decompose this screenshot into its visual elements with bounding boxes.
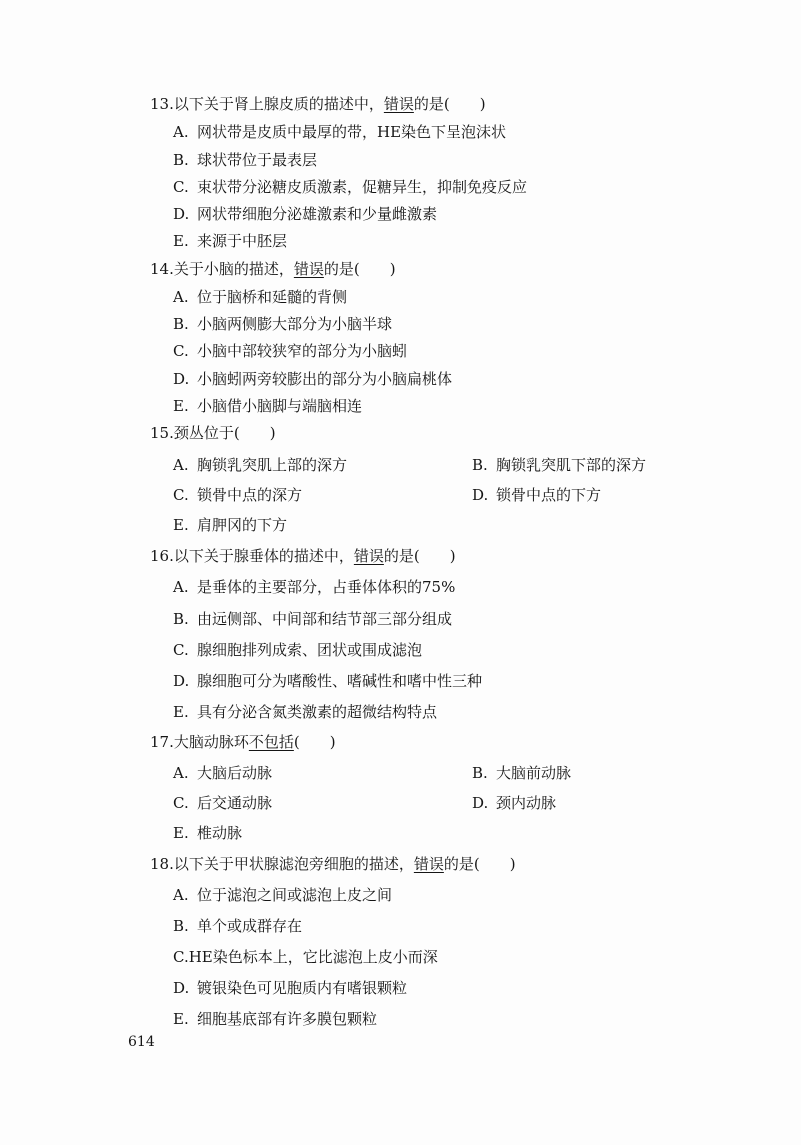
option-13-d	[173, 205, 437, 223]
option-14-b	[173, 315, 392, 333]
option-text: 束状带分泌糖皮质激素，促糖异生，抑制免疫反应	[197, 178, 528, 196]
option-18-d	[173, 979, 407, 997]
option-18-c	[173, 948, 438, 966]
option-13-a	[173, 123, 506, 141]
option-text: 单个或成群存在	[197, 917, 303, 935]
option-letter: E.	[173, 397, 189, 415]
option-letter: C.	[173, 486, 189, 504]
option-text: 由远侧部、中间部和结节部三部分组成	[197, 610, 453, 628]
option-13-b	[173, 151, 317, 169]
option-15-a	[173, 456, 347, 474]
question-16	[150, 547, 456, 565]
option-16-e	[173, 703, 437, 721]
question-14-blank: 的是( )	[323, 260, 396, 278]
option-14-a	[173, 288, 347, 306]
option-17-a	[173, 764, 272, 782]
option-letter: E.	[173, 703, 189, 721]
option-text: 腺细胞可分为嗜酸性、嗜碱性和嗜中性三种	[197, 672, 483, 690]
question-13	[150, 95, 486, 113]
option-letter: C.	[173, 178, 189, 196]
option-16-d	[173, 672, 482, 690]
option-letter: B.	[173, 917, 189, 935]
option-letter: D.	[173, 979, 190, 997]
option-text: 位于脑桥和延髓的背侧	[197, 288, 348, 306]
question-16-stem: 16.以下关于腺垂体的描述中，	[150, 547, 354, 565]
question-15	[150, 424, 276, 442]
option-16-a	[173, 578, 455, 596]
option-letter: E.	[173, 824, 189, 842]
option-text: 肩胛冈的下方	[197, 516, 288, 534]
option-15-d	[472, 486, 601, 504]
option-letter: C.	[173, 641, 189, 659]
option-letter: C.	[173, 794, 189, 812]
option-letter: E.	[173, 516, 189, 534]
option-14-e	[173, 397, 362, 415]
option-13-e	[173, 232, 287, 250]
option-letter: A.	[173, 456, 189, 474]
option-14-c	[173, 342, 407, 360]
option-letter: A.	[173, 288, 189, 306]
option-16-c	[173, 641, 422, 659]
option-letter: B.	[173, 315, 189, 333]
question-17-keyword: 不包括	[248, 733, 294, 751]
question-18	[150, 855, 516, 873]
option-text: 细胞基底部有许多膜包颗粒	[197, 1010, 378, 1028]
option-letter: E.	[173, 232, 189, 250]
question-17-blank: ( )	[293, 733, 336, 751]
question-13-keyword: 错误	[383, 95, 414, 113]
option-text: 来源于中胚层	[197, 232, 288, 250]
option-text: 椎动脉	[197, 824, 243, 842]
question-18-stem: 18.以下关于甲状腺滤泡旁细胞的描述，	[150, 855, 414, 873]
option-text: HE染色标本上，它比滤泡上皮小而深	[188, 948, 438, 966]
option-text: 小脑两侧膨大部分为小脑半球	[197, 315, 393, 333]
option-text: 小脑中部较狭窄的部分为小脑蚓	[197, 342, 408, 360]
option-letter: D.	[472, 794, 489, 812]
option-17-c	[173, 794, 272, 812]
question-17-stem: 17.大脑动脉环	[150, 733, 249, 751]
option-letter: A.	[173, 764, 189, 782]
option-15-c	[173, 486, 302, 504]
option-letter: A.	[173, 886, 189, 904]
option-18-a	[173, 886, 392, 904]
question-13-blank: 的是( )	[413, 95, 486, 113]
question-14-keyword: 错误	[293, 260, 324, 278]
question-15-stem: 15.颈丛位于( )	[150, 424, 276, 442]
option-text: 胸锁乳突肌下部的深方	[496, 456, 647, 474]
option-18-e	[173, 1010, 377, 1028]
option-text: 球状带位于最表层	[197, 151, 318, 169]
option-letter: B.	[472, 764, 488, 782]
option-17-d	[472, 794, 556, 812]
option-18-b	[173, 917, 302, 935]
option-14-d	[173, 370, 452, 388]
option-17-b	[472, 764, 571, 782]
page-number: 614	[128, 1034, 155, 1050]
option-text: 是垂体的主要部分，占垂体体积的75%	[197, 578, 456, 596]
option-text: 胸锁乳突肌上部的深方	[197, 456, 348, 474]
option-text: 后交通动脉	[197, 794, 273, 812]
option-text: 大脑后动脉	[197, 764, 273, 782]
question-16-blank: 的是( )	[383, 547, 456, 565]
option-letter: C.	[173, 342, 189, 360]
question-16-keyword: 错误	[353, 547, 384, 565]
option-text: 网状带细胞分泌雄激素和少量雌激素	[197, 205, 438, 223]
option-13-c	[173, 178, 527, 196]
option-15-b	[472, 456, 646, 474]
option-17-e	[173, 824, 242, 842]
option-letter: D.	[173, 370, 190, 388]
question-14-stem: 14.关于小脑的描述，	[150, 260, 294, 278]
option-text: 小脑蚓两旁较膨出的部分为小脑扁桃体	[197, 370, 453, 388]
question-17	[150, 733, 336, 751]
question-13-stem: 13.以下关于肾上腺皮质的描述中，	[150, 95, 384, 113]
option-text: 位于滤泡之间或滤泡上皮之间	[197, 886, 393, 904]
option-text: 镀银染色可见胞质内有嗜银颗粒	[197, 979, 408, 997]
option-15-e	[173, 516, 287, 534]
option-text: 锁骨中点的深方	[197, 486, 303, 504]
option-letter: E.	[173, 1010, 189, 1028]
option-text: 腺细胞排列成索、团状或围成滤泡	[197, 641, 423, 659]
question-18-blank: 的是( )	[443, 855, 516, 873]
option-text: 网状带是皮质中最厚的带，HE染色下呈泡沫状	[197, 123, 507, 141]
option-letter: C.	[173, 948, 189, 966]
option-letter: D.	[173, 205, 190, 223]
option-letter: A.	[173, 123, 189, 141]
question-14	[150, 260, 396, 278]
option-text: 具有分泌含氮类激素的超微结构特点	[197, 703, 438, 721]
option-letter: B.	[472, 456, 488, 474]
option-16-b	[173, 610, 452, 628]
option-letter: B.	[173, 610, 189, 628]
option-letter: D.	[472, 486, 489, 504]
option-letter: D.	[173, 672, 190, 690]
option-text: 颈内动脉	[496, 794, 557, 812]
option-text: 大脑前动脉	[496, 764, 572, 782]
option-letter: A.	[173, 578, 189, 596]
option-text: 锁骨中点的下方	[496, 486, 602, 504]
question-18-keyword: 错误	[413, 855, 444, 873]
option-letter: B.	[173, 151, 189, 169]
option-text: 小脑借小脑脚与端脑相连	[197, 397, 363, 415]
